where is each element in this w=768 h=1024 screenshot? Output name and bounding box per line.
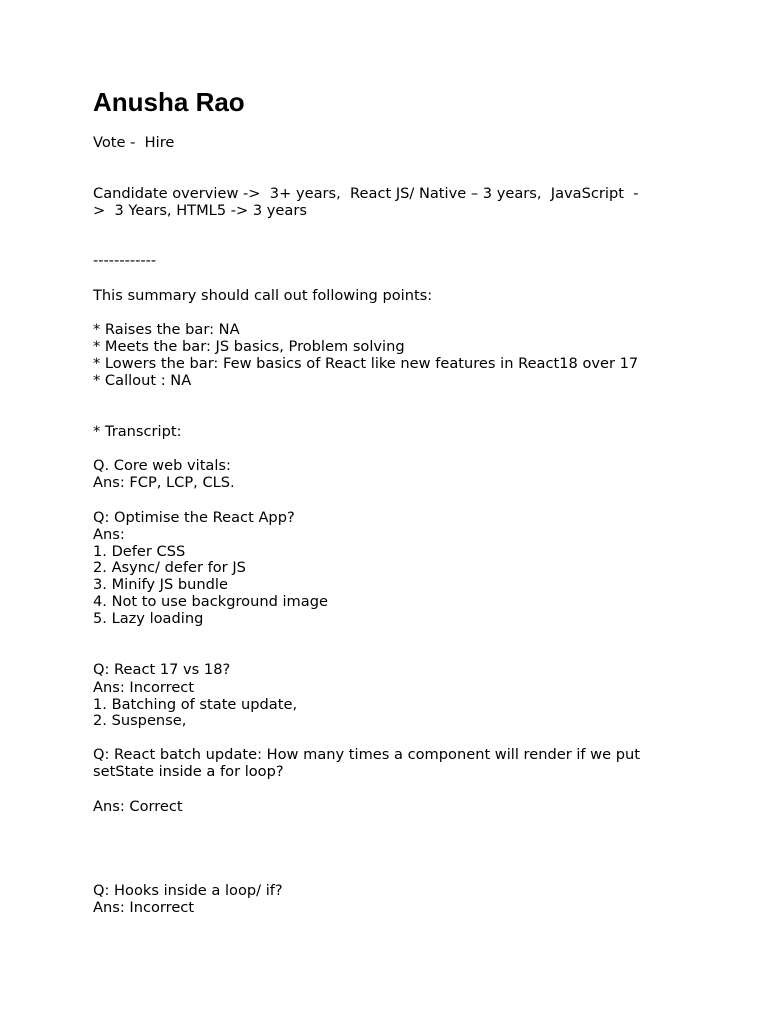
answer-3: Ans: Incorrect <box>93 679 195 696</box>
answer-3-item: 1. Batching of state update, <box>93 696 298 713</box>
question-1: Q. Core web vitals: <box>93 457 231 474</box>
question-3: Q: React 17 vs 18? <box>93 661 231 678</box>
page-title: Anusha Rao <box>93 87 245 117</box>
overview-line-1: Candidate overview -> 3+ years, React JS/ Native – 3 years, JavaScript - <box>93 185 639 202</box>
transcript-heading: * Transcript: <box>93 423 182 440</box>
meets-bar-item: * Meets the bar: JS basics, Problem solving <box>93 338 405 355</box>
vote-line: Vote - Hire <box>93 134 175 151</box>
answer-2-item: 3. Minify JS bundle <box>93 576 228 593</box>
answer-1: Ans: FCP, LCP, CLS. <box>93 474 235 491</box>
question-4-line-1: Q: React batch update: How many times a component will render if we put <box>93 746 640 763</box>
answer-2-item: 4. Not to use background image <box>93 593 328 610</box>
question-2: Q: Optimise the React App? <box>93 509 295 526</box>
callout-item: * Callout : NA <box>93 372 192 389</box>
lowers-bar-item: * Lowers the bar: Few basics of React like new features in React18 over 17 <box>93 355 639 372</box>
answer-2-item: 1. Defer CSS <box>93 543 186 560</box>
answer-2-item: 5. Lazy loading <box>93 610 204 627</box>
answer-3-item: 2. Suspense, <box>93 712 187 729</box>
summary-intro: This summary should call out following points: <box>93 287 433 304</box>
answer-4: Ans: Correct <box>93 798 183 815</box>
answer-2-item: 2. Async/ defer for JS <box>93 559 246 576</box>
answer-2: Ans: <box>93 526 125 543</box>
overview-line-2: > 3 Years, HTML5 -> 3 years <box>93 202 307 219</box>
question-4-line-2: setState inside a for loop? <box>93 763 284 780</box>
question-5: Q: Hooks inside a loop/ if? <box>93 882 283 899</box>
answer-5: Ans: Incorrect <box>93 899 195 916</box>
separator: ------------ <box>93 252 157 269</box>
raises-bar-item: * Raises the bar: NA <box>93 321 240 338</box>
